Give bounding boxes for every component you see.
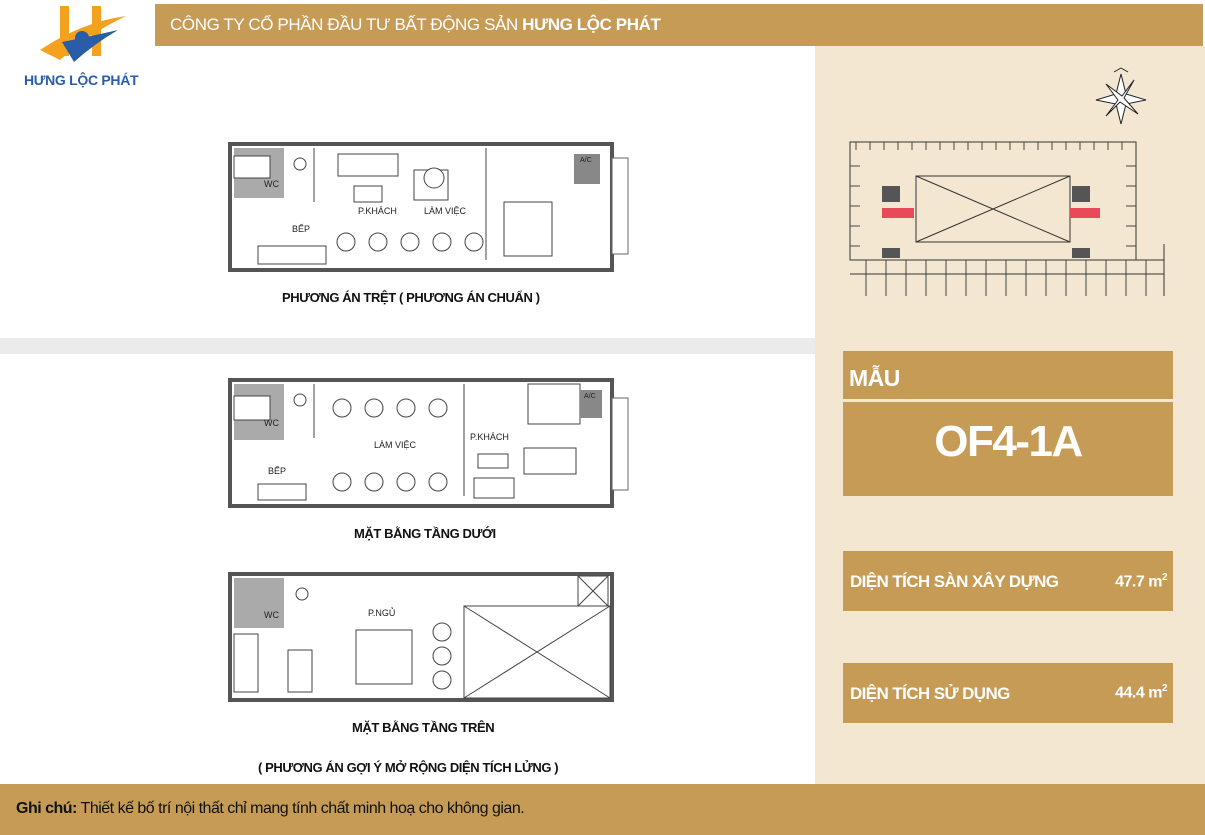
room-label-wc: WC — [264, 179, 279, 189]
unit-label: MẪU — [849, 365, 900, 391]
lower-floor-plan — [228, 378, 634, 510]
use-area-label: DIỆN TÍCH SỬ DỤNG — [850, 684, 1010, 703]
room-label-ac: A/C — [580, 157, 592, 164]
footer-note: Ghi chú: Thiết kế bố trí nội thất chỉ mang tính chất minh hoạ cho không gian. — [16, 800, 525, 817]
build-area-label: DIỆN TÍCH SÀN XÂY DỰNG — [850, 572, 1059, 591]
mezzanine-note: ( PHƯƠNG ÁN GỢI Ý MỞ RỘNG DIỆN TÍCH LỬNG ) — [258, 760, 559, 775]
room-label-bedroom: P.NGỦ — [368, 608, 396, 618]
room-label-living: P.KHÁCH — [470, 432, 509, 442]
room-label-work: LÀM VIỆC — [374, 440, 417, 450]
ground-floor-caption: PHƯƠNG ÁN TRỆT ( PHƯƠNG ÁN CHUẨN ) — [282, 290, 540, 305]
logo-text: HƯNG LỘC PHÁT — [24, 72, 139, 88]
site-plan — [846, 136, 1171, 302]
lower-floor-caption: MẶT BẰNG TẦNG DƯỚI — [354, 526, 496, 541]
room-label-kitchen: BẾP — [268, 466, 287, 476]
room-label-wc: WC — [264, 418, 279, 428]
section-divider — [0, 338, 815, 354]
unit-code: OF4-1A — [934, 417, 1082, 466]
compass-icon — [1088, 66, 1154, 130]
room-label-work: LÀM VIỆC — [424, 206, 467, 216]
upper-floor-plan — [228, 572, 634, 704]
build-area-value: 47.7 $m^2$ — [1115, 572, 1167, 591]
room-label-kitchen: BẾP — [292, 224, 311, 234]
use-area-value: 44.4 $m^2$ — [1115, 683, 1167, 702]
upper-floor-caption: MẶT BẰNG TẦNG TRÊN — [352, 720, 495, 735]
room-label-ac: A/C — [584, 393, 596, 400]
ground-floor-plan — [228, 142, 634, 274]
room-label-wc: WC — [264, 610, 279, 620]
room-label-living: P.KHÁCH — [358, 206, 397, 216]
company-title: CÔNG TY CỔ PHẦN ĐẦU TƯ BẤT ĐỘNG SẢN HƯNG LỘC PHÁT — [170, 15, 661, 34]
